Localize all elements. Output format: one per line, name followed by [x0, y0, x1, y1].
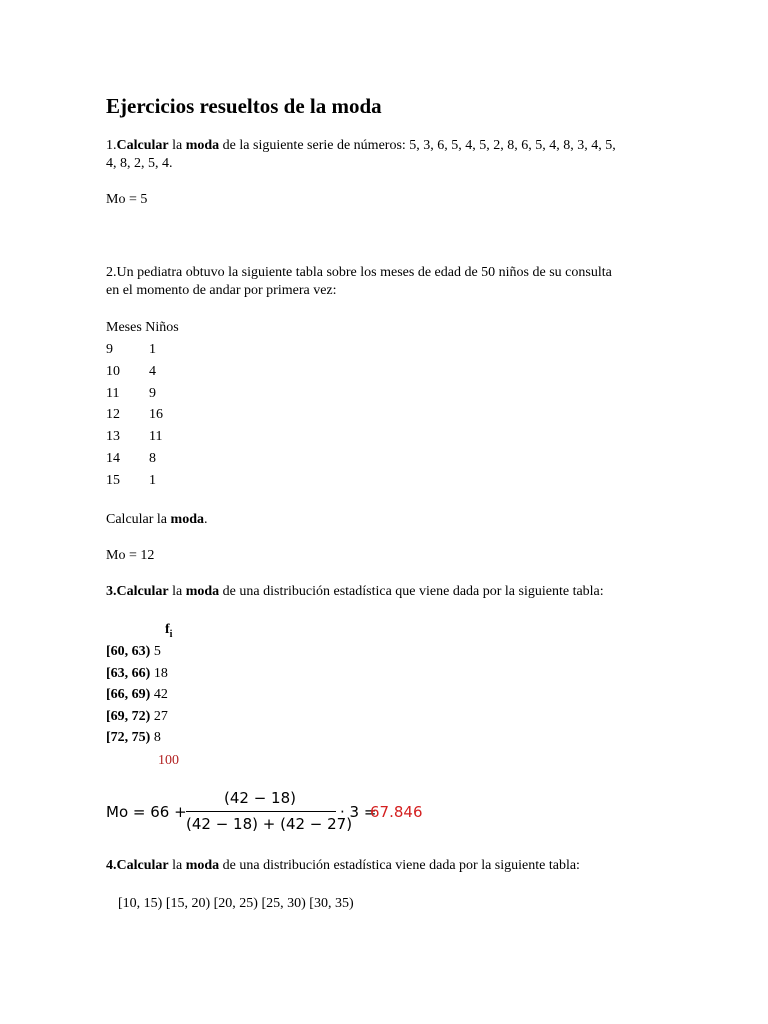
ex3-table-row [106, 665, 168, 682]
ex2-row-meses: 12 [106, 407, 120, 422]
ex3-col-sub: i [169, 628, 173, 640]
ex3-row-interval: [63, 66) [106, 666, 151, 681]
formula-numerator: (42 − 18) [224, 789, 296, 807]
ex1-la: la [168, 138, 186, 153]
ex3-moda: moda [185, 584, 220, 599]
ex2-row-ninos: 8 [149, 451, 156, 466]
ex3-row-interval: [69, 72) [106, 709, 151, 724]
ex2-statement-line2: en el momento de andar por primera vez: [106, 283, 337, 298]
ex2-row-ninos: 16 [149, 407, 163, 422]
ex3-col-f: f [165, 622, 170, 637]
ex2-row-ninos: 1 [149, 342, 156, 357]
ex1-statement-line2: 4, 8, 2, 5, 4. [106, 156, 173, 171]
ex2-row-ninos: 9 [149, 386, 156, 401]
ex2-table-header: Meses Niños [106, 320, 179, 335]
ex4-la: la [168, 858, 186, 873]
ex3-total: 100 [158, 753, 179, 768]
ex3-statement [106, 583, 604, 600]
ex2-row-meses: 14 [106, 451, 120, 466]
ex3-row-frequency: 5 [153, 644, 161, 659]
ex3-row-interval: [60, 63) [106, 644, 151, 659]
ex1-answer: Mo = 5 [106, 192, 148, 207]
formula-result: 67.846 [370, 803, 423, 821]
ex3-row-frequency: 8 [153, 730, 161, 745]
ex2-row-meses: 9 [106, 342, 113, 357]
ex4-number-calcular: 4.Calcular [106, 858, 169, 873]
ex2-row-ninos: 4 [149, 364, 156, 379]
ex1-number: 1. [106, 138, 117, 153]
ex2-answer: Mo = 12 [106, 548, 155, 563]
ex2-row-meses: 11 [106, 386, 120, 401]
ex2-row-meses: 15 [106, 473, 120, 488]
ex3-number-calcular: 3.Calcular [106, 584, 169, 599]
ex4-moda: moda [185, 858, 220, 873]
formula-fraction-bar [186, 811, 336, 812]
ex2-row-meses: 13 [106, 429, 120, 444]
ex3-table-row [106, 686, 168, 703]
ex3-la: la [168, 584, 186, 599]
formula-denominator: (42 − 18) + (42 − 27) [186, 815, 353, 833]
ex2-calc-line [106, 511, 207, 528]
ex1-rest: de la siguiente serie de números: 5, 3, 6, 5, 4, 5, 2, 8, 6, 5, 4, 8, 3, 4, 5, [219, 138, 616, 153]
ex3-rest: de una distribución estadística que viene dada por la siguiente tabla: [219, 584, 604, 599]
ex3-column-header [165, 621, 172, 638]
ex3-row-frequency: 42 [153, 687, 168, 702]
ex3-table-row [106, 729, 161, 746]
ex2-calc-prefix: Calcular la [106, 512, 171, 527]
ex4-intervals: [10, 15) [15, 20) [20, 25) [25, 30) [30, 35) [118, 896, 354, 911]
ex2-statement-line1: 2.Un pediatra obtuvo la siguiente tabla sobre los meses de edad de 50 niños de su consulta [106, 265, 612, 280]
ex3-row-frequency: 18 [153, 666, 168, 681]
ex1-calcular: Calcular [116, 138, 169, 153]
page-title: Ejercicios resueltos de la moda [106, 94, 382, 118]
ex4-rest: de una distribución estadística viene dada por la siguiente tabla: [219, 858, 580, 873]
ex2-row-ninos: 11 [149, 429, 163, 444]
ex1-moda: moda [185, 138, 220, 153]
ex3-row-frequency: 27 [153, 709, 168, 724]
ex3-formula [106, 788, 436, 836]
ex2-row-ninos: 1 [149, 473, 156, 488]
ex3-table-row [106, 708, 168, 725]
ex4-statement [106, 857, 580, 874]
ex3-row-interval: [66, 69) [106, 687, 151, 702]
ex2-calc-suffix: . [203, 512, 208, 527]
ex2-calc-moda: moda [170, 512, 204, 527]
formula-times: · 3 = [340, 803, 377, 821]
ex1-statement-line1 [106, 137, 616, 154]
ex2-row-meses: 10 [106, 364, 120, 379]
formula-lhs: Mo = 66 + [106, 803, 187, 821]
ex3-table-row [106, 643, 161, 660]
ex3-row-interval: [72, 75) [106, 730, 151, 745]
